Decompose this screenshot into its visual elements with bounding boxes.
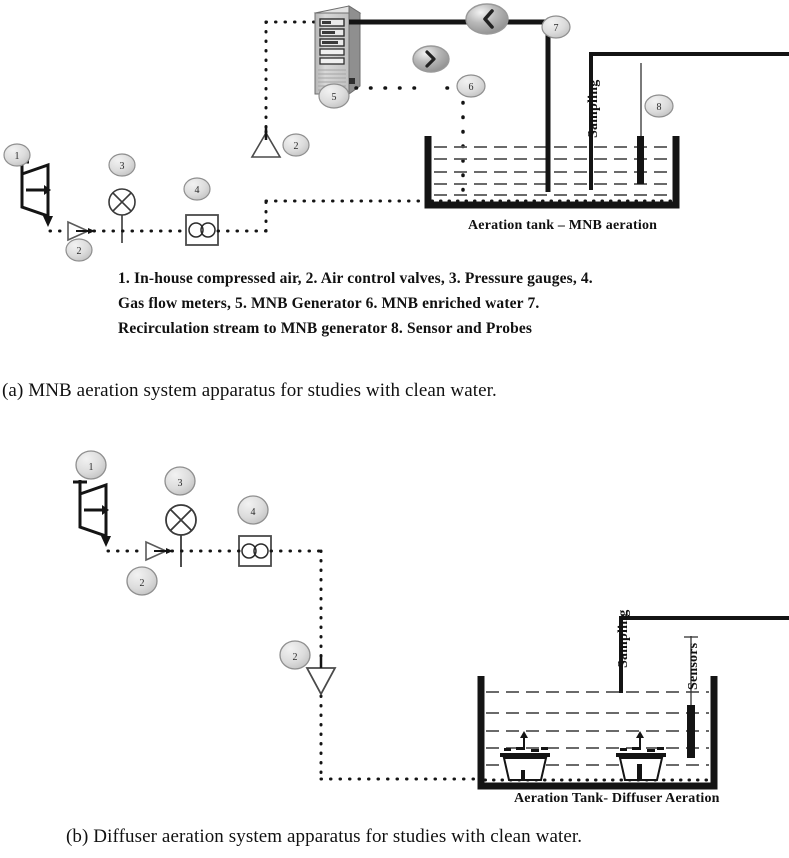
badge-label: 8 (656, 102, 662, 113)
badge-label: 2 (293, 141, 299, 152)
badge-label: 2 (76, 246, 82, 257)
aeration-tank-label-a: Aeration tank – MNB aeration (468, 218, 658, 233)
badge-2-b-lower (127, 567, 157, 595)
caption-panel-b: (b) Diffuser aeration system apparatus for studies with clean water. (66, 826, 583, 847)
diffuser-right (616, 731, 666, 780)
diffuser-left (500, 731, 550, 780)
badge-3-b (165, 467, 195, 495)
sampling-line-b (621, 618, 789, 693)
badge-label: 3 (177, 478, 183, 489)
air-control-valve-symbol-b1 (146, 542, 173, 560)
sensors-label-b: Sensors (686, 642, 701, 690)
gas-flow-meter-symbol-b (239, 536, 271, 566)
badge-label: 6 (468, 82, 474, 93)
badge-label: 2 (292, 652, 298, 663)
badge-label: 3 (119, 161, 125, 172)
sampling-label-b: Sampling (616, 609, 631, 668)
pressure-gauge-symbol-b (166, 505, 196, 567)
compressor-symbol-b (73, 480, 111, 547)
badge-label: 2 (139, 578, 145, 589)
sampling-label-a: Sampling (586, 79, 601, 138)
caption-panel-a: (a) MNB aeration system apparatus for studies with clean water. (2, 380, 497, 401)
badge-label: 5 (331, 92, 337, 103)
air-control-valve-symbol-b2 (307, 655, 335, 694)
aeration-tank-label-b: Aeration Tank- Diffuser Aeration (514, 791, 720, 806)
legend-line-2: Gas flow meters, 5. MNB Generator 6. MNB enriched water 7. (118, 295, 540, 312)
legend-line-3: Recirculation stream to MNB generator 8. Sensor and Probes (118, 320, 533, 337)
badge-1-b (76, 451, 106, 479)
badge-label: 4 (194, 185, 200, 196)
badge-label: 1 (14, 151, 20, 162)
legend-line-1: 1. In-house compressed air, 2. Air control valves, 3. Pressure gauges, 4. (118, 270, 593, 287)
badge-2-b-drop (280, 641, 310, 669)
badge-label: 7 (553, 23, 559, 34)
badge-4-b (238, 496, 268, 524)
badge-label: 1 (88, 462, 94, 473)
badge-label: 4 (250, 507, 256, 518)
